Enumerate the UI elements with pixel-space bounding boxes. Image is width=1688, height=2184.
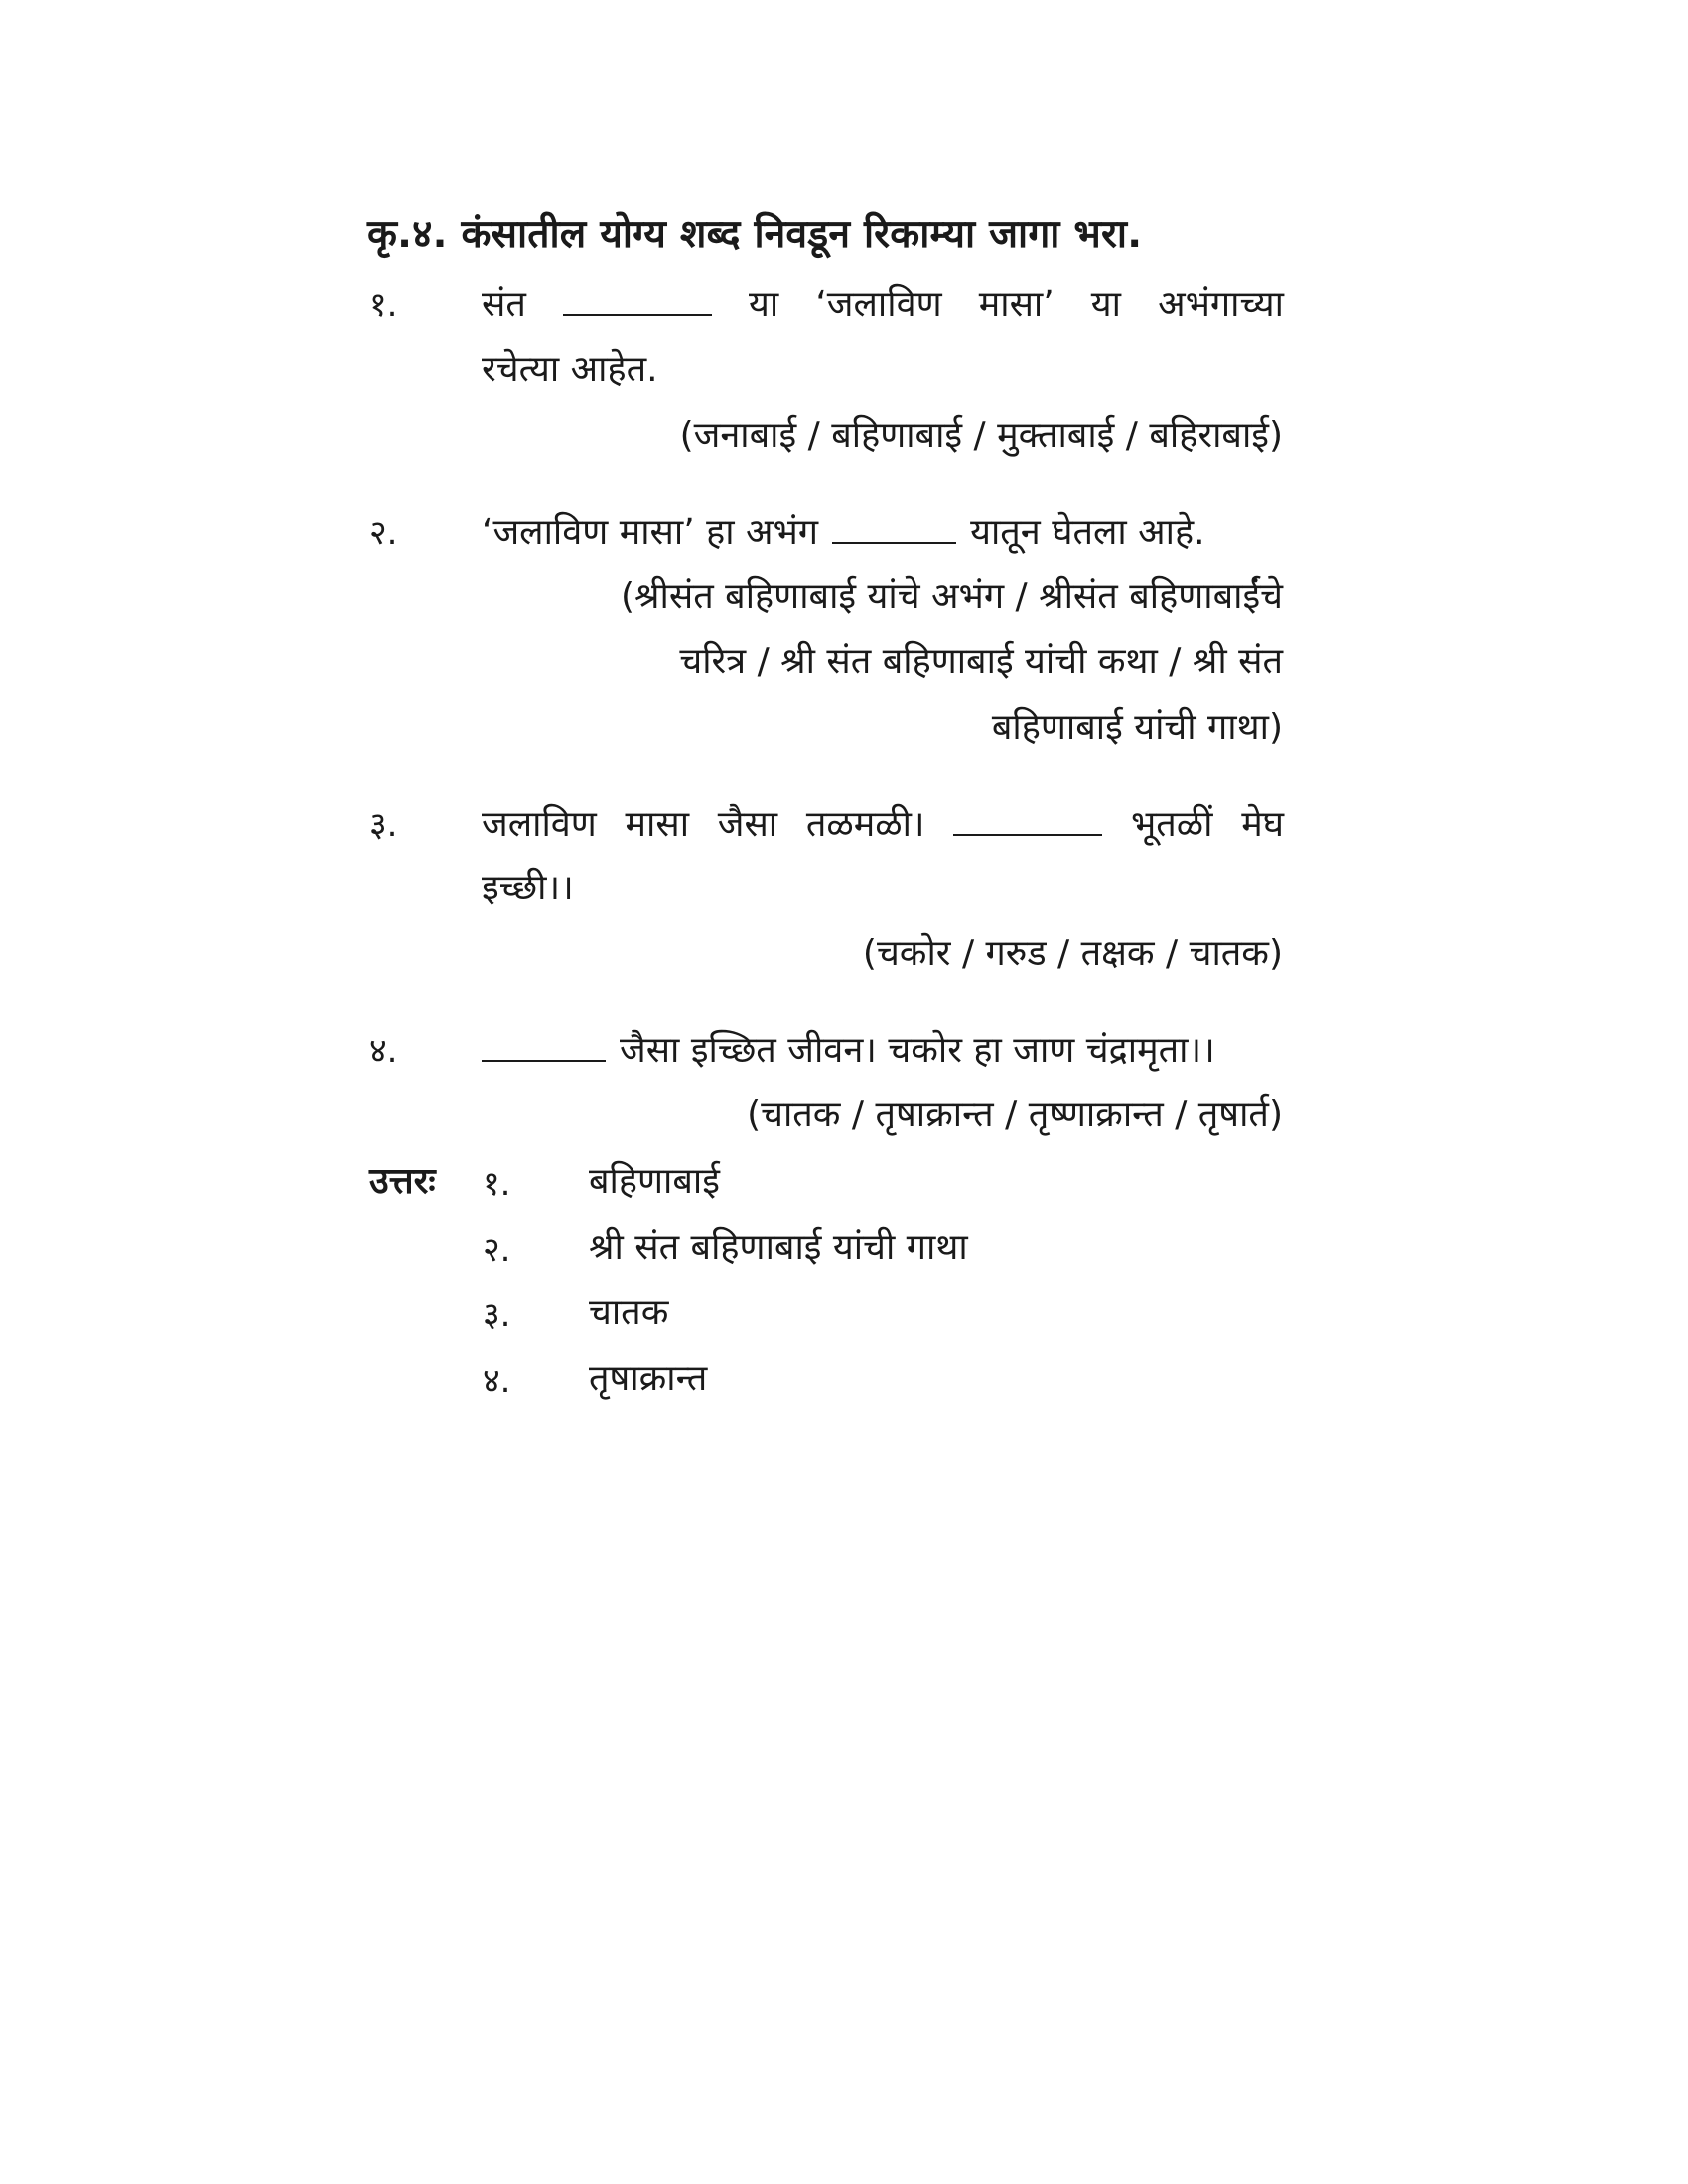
answer-1-number: १.: [483, 1164, 511, 1204]
q3-word-4: तळमळी।: [805, 804, 925, 845]
question-2-line-1: [482, 504, 1205, 555]
question-4-options: (चातक / तृषाक्रान्त / तृष्णाक्रान्त / तृषार्त): [747, 1094, 1283, 1135]
question-2-options-line-3: बहिणाबाई यांची गाथा): [991, 707, 1283, 748]
q4-text-after: जैसा इच्छित जीवन। चकोर हा जाण चंद्रामृता।।: [620, 1030, 1215, 1071]
question-2-number: २.: [369, 513, 398, 553]
q1-word-4: अभंगाच्या: [1158, 284, 1284, 325]
q1-word-prefix: संत: [482, 284, 526, 325]
question-4-number: ४.: [369, 1031, 398, 1071]
question-3-number: ३.: [369, 805, 398, 845]
answer-2-text: श्री संत बहिणाबाई यांची गाथा: [589, 1227, 968, 1268]
q1-blank: [563, 276, 712, 316]
q2-blank: [832, 504, 956, 544]
question-2-options-line-2: चरित्र / श्री संत बहिणाबाई यांची कथा / श्री संत: [679, 641, 1283, 682]
q2-text-after: यातून घेतला आहे.: [970, 512, 1205, 553]
question-3-options: (चकोर / गरुड / तक्षक / चातक): [862, 933, 1283, 974]
question-1-options: (जनाबाई / बहिणाबाई / मुक्ताबाई / बहिराबाई): [679, 415, 1283, 456]
answer-4-text: तृषाक्रान्त: [589, 1358, 708, 1399]
question-4-line-1: [482, 1023, 1215, 1073]
answer-4-number: ४.: [483, 1361, 511, 1401]
q3-word-2: मासा: [625, 804, 690, 845]
question-1-line-2: रचेत्या आहेत.: [482, 349, 658, 390]
exercise-heading: कृ.४. कंसातील योग्य शब्द निवडून रिकाम्या जागा भरा.: [367, 212, 1143, 257]
question-3-line-1: [482, 796, 1284, 847]
answer-2-number: २.: [483, 1230, 511, 1270]
q1-word-middle: या: [749, 284, 779, 325]
question-3-line-2: इच्छी।।: [482, 868, 574, 908]
q3-word-6: मेघ: [1241, 804, 1284, 845]
q3-word-3: जैसा: [717, 804, 778, 845]
answer-3-number: ३.: [483, 1296, 511, 1335]
answers-label: उत्तरः: [369, 1161, 436, 1202]
question-2-options-line-1: (श्रीसंत बहिणाबाई यांचे अभंग / श्रीसंत बहिणाबाईंचे: [621, 576, 1283, 616]
answer-3-text: चातक: [589, 1293, 669, 1333]
q1-word-2: मासा’: [978, 284, 1055, 325]
q2-text-before: ‘जलाविण मासा’ हा अभंग: [482, 512, 819, 553]
question-1-line-1: [482, 276, 1284, 327]
question-1-number: १.: [369, 285, 398, 325]
answer-1-text: बहिणाबाई: [589, 1161, 720, 1202]
q4-blank: [482, 1023, 606, 1062]
q1-word-1: ‘जलाविण: [815, 284, 942, 325]
q3-word-1: जलाविण: [482, 804, 597, 845]
q1-word-3: या: [1090, 284, 1121, 325]
q3-blank: [953, 796, 1102, 836]
q3-word-5: भूतळीं: [1130, 804, 1213, 845]
